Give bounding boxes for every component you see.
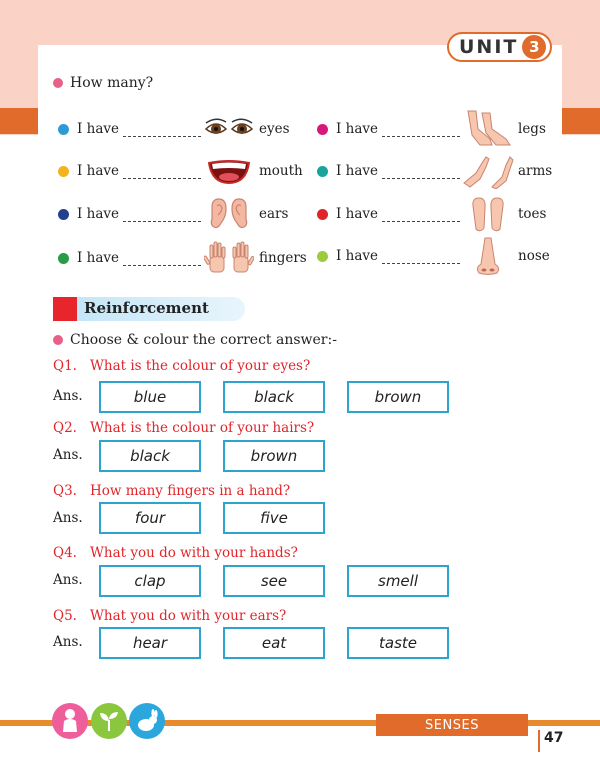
mouth-icon [203, 151, 255, 191]
count-row-arms [317, 151, 552, 191]
question-number: Q3. [53, 483, 77, 499]
color-dot [317, 166, 328, 177]
answer-option[interactable]: smell [347, 565, 449, 597]
right-orange-strip [560, 108, 600, 134]
question-1 [53, 358, 310, 374]
row-word: fingers [259, 250, 307, 266]
legs-icon [462, 109, 514, 149]
count-row-eyes [58, 109, 290, 149]
answer-option[interactable]: brown [347, 381, 449, 413]
answer-blank[interactable] [123, 129, 201, 137]
answer-blank[interactable] [123, 258, 201, 266]
feet-icon [462, 194, 514, 234]
answer-label: Ans. [53, 388, 83, 404]
question-5 [53, 608, 286, 624]
count-row-fingers [58, 238, 307, 278]
question-4 [53, 545, 298, 561]
question-number: Q4. [53, 545, 77, 561]
rabbit-icon [129, 703, 165, 739]
color-dot [317, 124, 328, 135]
question-text: What you do with your ears? [90, 608, 287, 624]
answer-option[interactable]: four [99, 502, 201, 534]
question-2 [53, 420, 314, 436]
answer-option[interactable]: black [99, 440, 201, 472]
hands-icon [203, 238, 255, 278]
answer-blank[interactable] [123, 171, 201, 179]
reinforcement-marker [53, 297, 77, 321]
bullet-icon [53, 335, 63, 345]
row-word: nose [518, 248, 550, 264]
color-dot [58, 253, 69, 264]
row-prefix: I have [77, 163, 119, 179]
row-prefix: I have [77, 121, 119, 137]
count-row-mouth [58, 151, 303, 191]
answer-label: Ans. [53, 634, 83, 650]
answer-label: Ans. [53, 510, 83, 526]
bullet-icon [53, 78, 63, 88]
unit-badge [447, 32, 552, 62]
question-text: What you do with your hands? [90, 545, 298, 561]
question-text: What is the colour of your eyes? [90, 358, 311, 374]
baby-icon [52, 703, 88, 739]
answer-option[interactable]: brown [223, 440, 325, 472]
answer-blank[interactable] [382, 129, 460, 137]
eyes-icon [203, 109, 255, 149]
row-prefix: I have [336, 206, 378, 222]
answer-option[interactable]: black [223, 381, 325, 413]
count-row-ears [58, 194, 288, 234]
unit-label: UNIT [459, 36, 519, 58]
question-number: Q5. [53, 608, 77, 624]
left-orange-strip [0, 108, 38, 134]
row-prefix: I have [336, 121, 378, 137]
answer-blank[interactable] [382, 214, 460, 222]
answer-label: Ans. [53, 447, 83, 463]
answer-option[interactable]: five [223, 502, 325, 534]
color-dot [58, 166, 69, 177]
answer-blank[interactable] [123, 214, 201, 222]
answer-label: Ans. [53, 572, 83, 588]
question-number: Q1. [53, 358, 77, 374]
arms-icon [462, 151, 514, 191]
row-word: toes [518, 206, 547, 222]
reinforcement-title: Reinforcement [84, 299, 209, 317]
question-text: What is the colour of your hairs? [90, 420, 315, 436]
row-prefix: I have [77, 250, 119, 266]
question-text: How many fingers in a hand? [90, 483, 291, 499]
answer-option[interactable]: clap [99, 565, 201, 597]
how-many-heading-text: How many? [70, 75, 154, 91]
answer-blank[interactable] [382, 171, 460, 179]
color-dot [317, 209, 328, 220]
row-prefix: I have [336, 163, 378, 179]
sprout-icon [91, 703, 127, 739]
row-word: ears [259, 206, 289, 222]
row-word: mouth [259, 163, 303, 179]
instruction-line [53, 332, 337, 348]
question-3 [53, 483, 290, 499]
row-word: legs [518, 121, 546, 137]
row-prefix: I have [336, 248, 378, 264]
nose-icon [462, 236, 514, 276]
color-dot [58, 209, 69, 220]
answer-option[interactable]: hear [99, 627, 201, 659]
answer-option[interactable]: see [223, 565, 325, 597]
count-row-legs [317, 109, 546, 149]
answer-option[interactable]: taste [347, 627, 449, 659]
question-number: Q2. [53, 420, 77, 436]
page-number: 47 [538, 730, 563, 752]
answer-option[interactable]: blue [99, 381, 201, 413]
row-word: arms [518, 163, 553, 179]
section-tab: SENSES [376, 714, 528, 736]
unit-number: 3 [522, 35, 546, 59]
instruction-text: Choose & colour the correct answer:- [70, 332, 337, 348]
count-row-nose [317, 236, 550, 276]
answer-option[interactable]: eat [223, 627, 325, 659]
how-many-heading [53, 75, 153, 91]
row-prefix: I have [77, 206, 119, 222]
count-row-toes [317, 194, 546, 234]
row-word: eyes [259, 121, 290, 137]
color-dot [58, 124, 69, 135]
ears-icon [203, 194, 255, 234]
color-dot [317, 251, 328, 262]
answer-blank[interactable] [382, 256, 460, 264]
